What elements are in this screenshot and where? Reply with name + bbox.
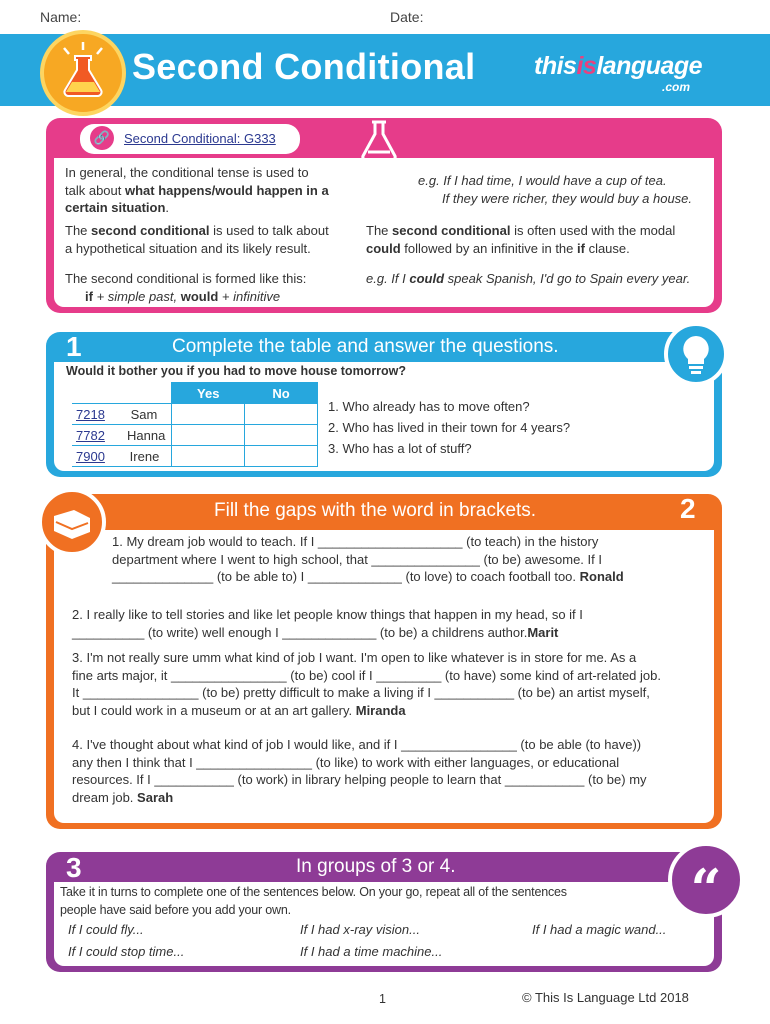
section-1-question: Would it bother you if you had to move house tomorrow? [66,364,407,378]
sentence-starter: If I could stop time... [68,944,185,959]
exercise-item-2: 2. I really like to tell stories and like let people know things that happen in my head, so if I __________ (to write) well enough I _____________ (to be) a childrens author.Marit [72,607,583,640]
date-label: Date: [390,9,424,25]
student-code-link[interactable]: 7218 [76,406,105,422]
flask-icon [350,116,408,166]
table-row [72,404,318,425]
student-name: Sam [130,406,158,422]
copyright: © This Is Language Ltd 2018 [522,990,689,1005]
section-3-heading: In groups of 3 or 4. [296,856,456,877]
section-3-instructions: Take it in turns to complete one of the sentences below. On your go, repeat all of the sentences people have said before you add your own. [60,885,567,917]
column-yes: Yes [172,383,245,404]
survey-table [72,382,318,467]
exercise-item-4: 4. I've thought about what kind of job I would like, and if I ________________ (to be able (to have)) any then I think that I ________________ (to like) to work with either languages, or educational resources. If I ___________ (to work) in library helping people to learn that ___________ (to be) my dream job. Sarah [72,737,647,805]
section-1-number: 1 [66,331,82,362]
no-cell[interactable] [245,404,318,425]
student-name: Hanna [127,427,166,443]
sentence-starter: If I had a time machine... [300,944,443,959]
brand-logo: thisislanguage [534,52,703,80]
page-number: 1 [379,992,386,1006]
intro-para-4: The second conditional is formed like this: if + simple past, would + infinitive [65,271,307,304]
intro-para-3: The second conditional is often used with the modal could followed by an infinitive in the if clause. [366,223,676,256]
no-cell[interactable] [245,425,318,446]
brand-logo-com: .com [662,80,691,94]
quote-icon: “ [668,842,744,918]
intro-para-1: In general, the conditional tense is used to talk about what happens/would happen in a certain situation. [65,165,329,215]
sentence-starter: If I had x-ray vision... [300,922,420,937]
speaker-name: Marit [527,624,559,640]
yes-cell[interactable] [172,404,245,425]
table-header-row [72,383,318,404]
column-no: No [245,383,318,404]
exercise-item-1: 1. My dream job would to teach. If I ____________________ (to teach) in the history department where I went to high school, that _______________ (to be) awesome. If I ______________ (to be able to) I _____________ (to love) to coach football too. Ronald [112,534,624,584]
table-row [72,446,318,467]
section-2-heading: Fill the gaps with the word in brackets. [214,500,537,521]
name-label: Name: [40,9,82,25]
question-item: 3. Who has a lot of stuff? [328,441,472,456]
lightbulb-icon [664,322,728,386]
question-item: 1. Who already has to move often? [328,399,530,414]
section-1-questions [328,396,570,459]
intro-para-2: The second conditional is used to talk about a hypothetical situation and its likely result. [65,223,329,256]
flask-badge-icon [40,30,126,116]
yes-cell[interactable] [172,425,245,446]
no-cell[interactable] [245,446,318,467]
student-code-link[interactable]: 7900 [76,448,105,464]
speaker-name: Sarah [137,789,174,805]
reference-tab [80,124,300,154]
student-code-link[interactable]: 7782 [76,427,105,443]
student-name: Irene [129,448,160,464]
exercise-item-3: 3. I'm not really sure umm what kind of job I want. I'm open to like whatever is in store for me. As a fine arts major, it ________________ (to be) cool if I _________ (to have) some kind of art-related job. It ________________ (to be) pretty difficult to make a living if I ___________ (to be) an artist myself, but I could work in a museum or at an art gallery. Miranda [72,650,661,718]
table-row [72,425,318,446]
sentence-starter: If I could fly... [68,922,144,937]
speaker-name: Miranda [355,702,406,718]
intro-example-2: e.g. If I could speak Spanish, I'd go to Spain every year. [366,271,691,286]
section-1-heading: Complete the table and answer the questions. [172,336,559,357]
grammar-reference-link[interactable]: Second Conditional: G333 [124,131,276,146]
page-title: Second Conditional [132,46,476,87]
book-icon [38,488,106,556]
section-2-number: 2 [680,493,696,524]
speaker-name: Ronald [579,569,624,584]
yes-cell[interactable] [172,446,245,467]
question-item: 2. Who has lived in their town for 4 years? [328,420,571,435]
intro-example-1: e.g. If I had time, I would have a cup of tea. If they were richer, they would buy a house. [418,173,693,206]
sentence-starter: If I had a magic wand... [532,922,667,937]
link-icon: 🔗 [90,126,114,150]
section-3-number: 3 [66,852,82,883]
